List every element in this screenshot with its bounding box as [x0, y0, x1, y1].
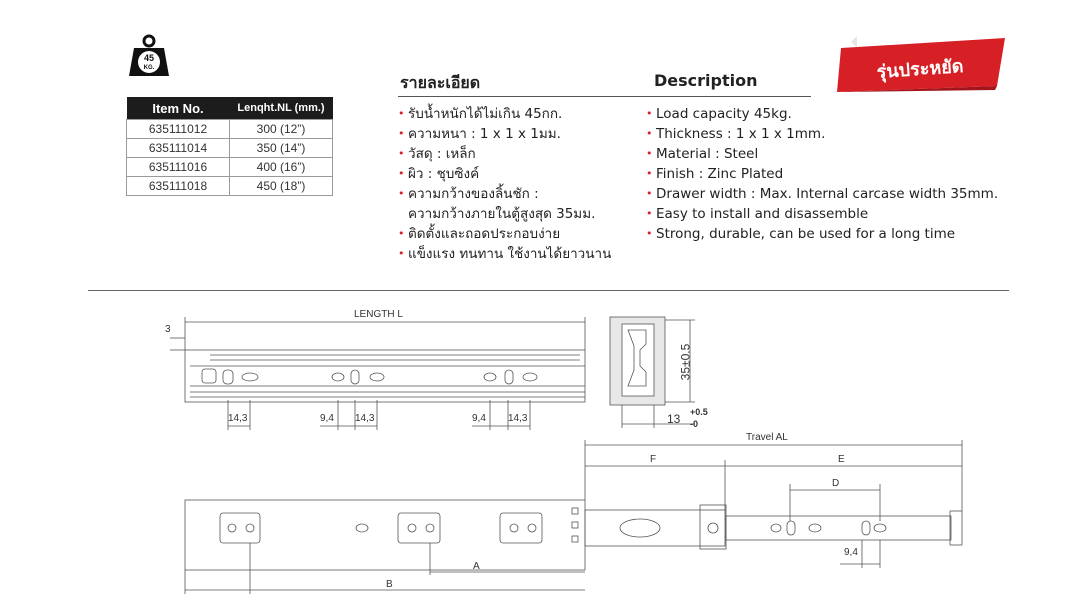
table-row — [127, 158, 333, 177]
tolerance-plus: +0.5 — [690, 407, 708, 417]
weight-icon-value: 45 — [143, 53, 155, 63]
list-item: • Material : Steel — [646, 144, 1016, 164]
list-item: • Load capacity 45kg. — [646, 104, 1016, 124]
list-item-continuation: ความกว้างภายในตู้สูงสุด 35มม. — [408, 206, 596, 222]
length-cell: 300 (12”) — [230, 120, 333, 139]
length-cell: 450 (18”) — [230, 177, 333, 196]
dimension-f: F — [650, 454, 657, 465]
dimension-travel: Travel AL — [746, 432, 788, 443]
header-item-no: Item No. — [127, 97, 230, 120]
weight-icon-unit: KG. — [143, 65, 155, 71]
list-item: • ความกว้างของลิ้นชัก : — [398, 184, 638, 204]
dimension-14-3-c: 14,3 — [508, 413, 528, 424]
list-item: • Thickness : 1 x 1 x 1mm. — [646, 124, 1016, 144]
dimension-14-3-a: 14,3 — [228, 413, 248, 424]
dimension-3: 3 — [165, 324, 171, 335]
item-no-cell: 635111018 — [127, 177, 230, 196]
list-item: • วัสดุ : เหล็ก — [398, 144, 638, 164]
dimension-b: B — [386, 579, 393, 590]
technical-drawing — [150, 300, 980, 594]
dimension-14-3-b: 14,3 — [355, 413, 375, 424]
header-underline — [398, 96, 811, 97]
tolerance-minus: -0 — [690, 419, 699, 429]
item-no-cell: 635111016 — [127, 158, 230, 177]
dimension-length: LENGTH L — [354, 309, 403, 320]
length-cell: 350 (14”) — [230, 139, 333, 158]
dimension-height: 35±0.5 — [678, 343, 693, 381]
table-row — [127, 139, 333, 158]
list-item: • ผิว : ชุบซิงค์ — [398, 164, 638, 184]
table-header-row — [127, 97, 333, 120]
dimension-e: E — [838, 454, 845, 465]
list-item: • แข็งแรง ทนทาน ใช้งานได้ยาวนาน — [398, 244, 638, 264]
thai-spec-list — [398, 104, 638, 264]
list-item: • Strong, durable, can be used for a long time — [646, 224, 1016, 244]
table-row — [127, 120, 333, 139]
english-spec-list — [646, 104, 1016, 244]
dimension-d: D — [832, 478, 840, 489]
list-item: • Drawer width : Max. Internal carcase width 35mm. — [646, 184, 1016, 204]
list-item: • รับน้ำหนักได้ไม่เกิน 45กก. — [398, 104, 638, 124]
list-item: • ติดตั้งและถอดประกอบง่าย — [398, 224, 638, 244]
item-table — [126, 97, 333, 196]
dimension-a: A — [473, 561, 480, 572]
section-divider — [88, 290, 1009, 291]
header-length: Lenqht.NL (mm.) — [230, 97, 333, 120]
list-item: • ความหนา : 1 x 1 x 1มม. — [398, 124, 638, 144]
dimension-width: 13 — [667, 412, 681, 426]
weight-icon — [128, 34, 170, 78]
list-item: • Easy to install and disassemble — [646, 204, 1016, 224]
table-row — [127, 177, 333, 196]
description-header: Description — [654, 71, 758, 90]
list-item: • Finish : Zinc Plated — [646, 164, 1016, 184]
item-no-cell: 635111012 — [127, 120, 230, 139]
thai-details-header: รายละเอียด — [400, 73, 481, 92]
dimension-9-4-a: 9,4 — [320, 413, 334, 424]
item-no-cell: 635111014 — [127, 139, 230, 158]
economy-badge-label: รุ่นประหยัด — [876, 55, 965, 84]
dimension-9-4-c: 9,4 — [844, 547, 858, 558]
dimension-9-4-b: 9,4 — [472, 413, 486, 424]
length-cell: 400 (16”) — [230, 158, 333, 177]
